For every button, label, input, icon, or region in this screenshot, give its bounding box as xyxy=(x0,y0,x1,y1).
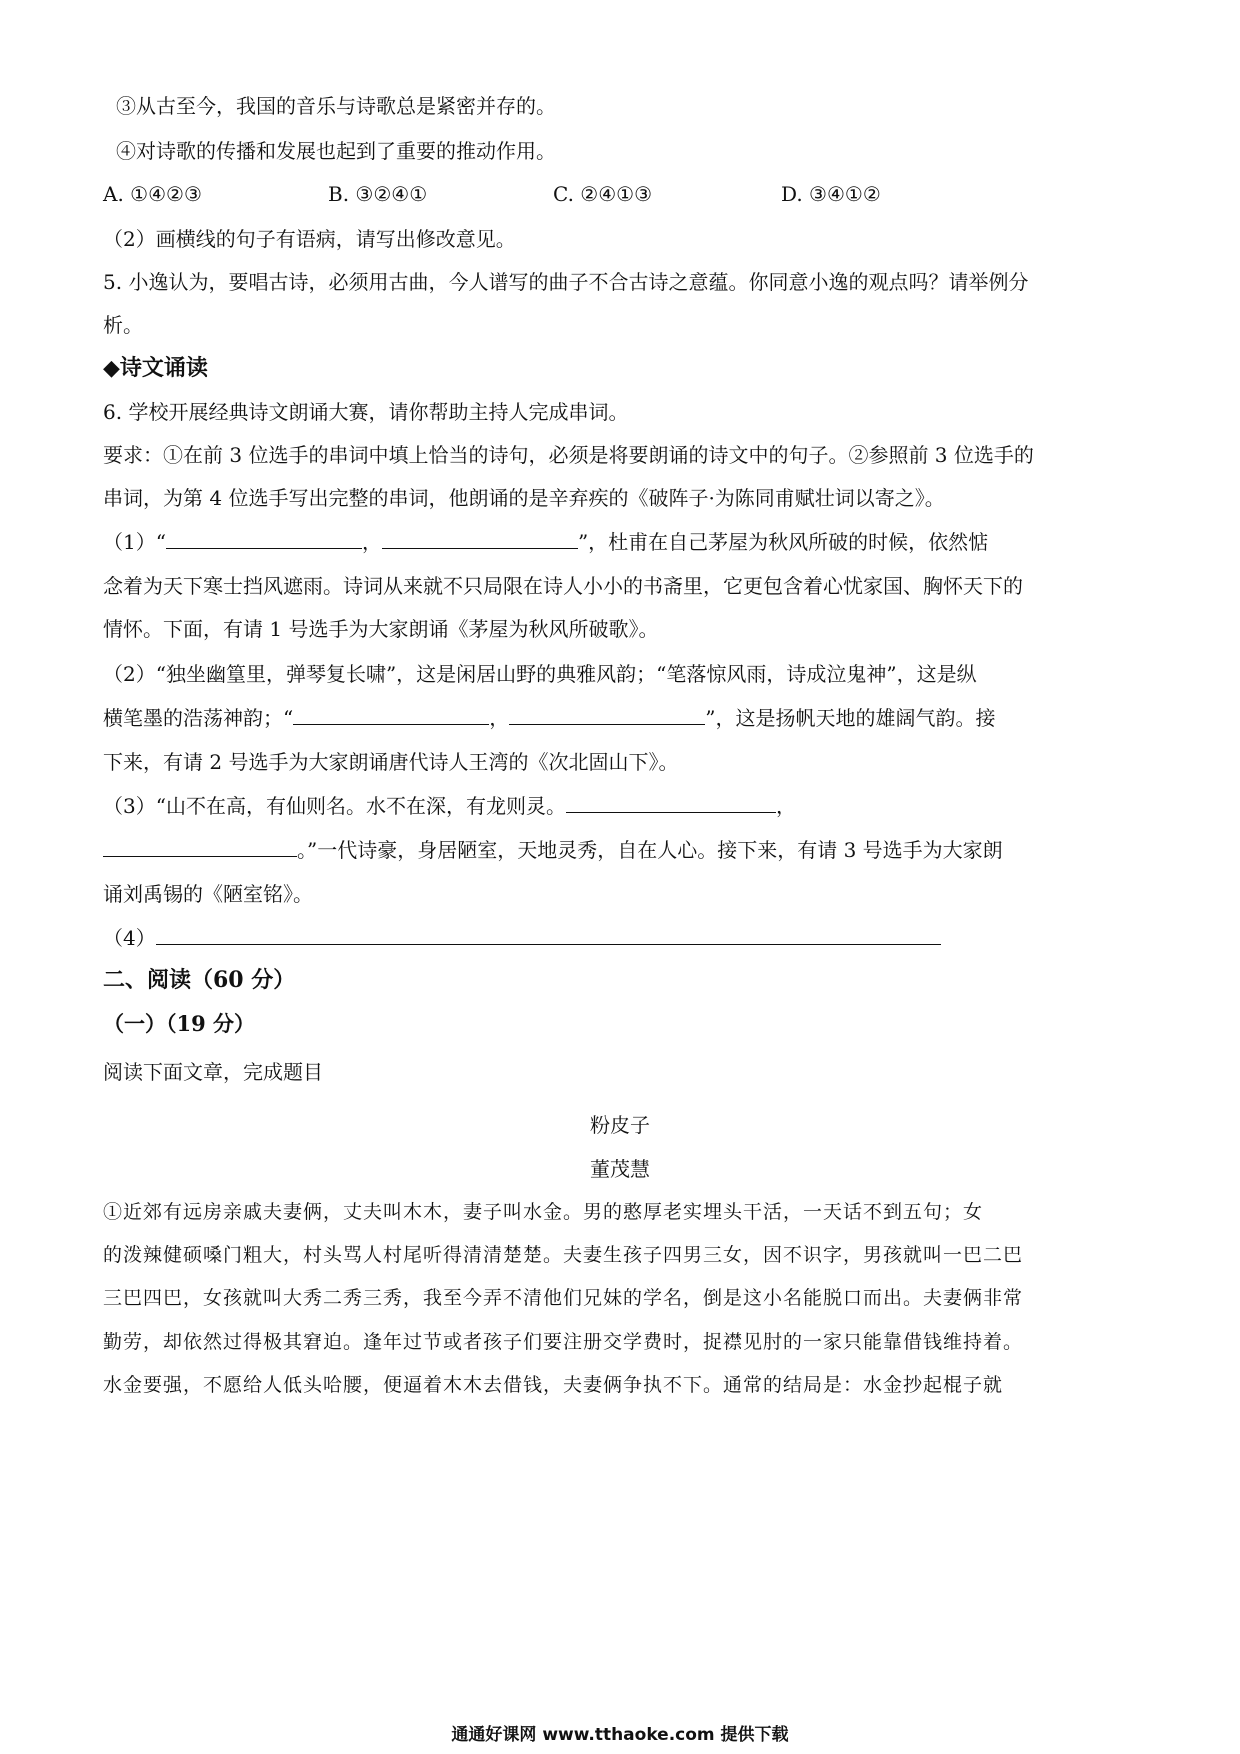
answer-blank[interactable] xyxy=(382,528,578,549)
article-line: 三巴四巴，女孩就叫大秀二秀三秀，我至今弄不清他们兄妹的学名，倒是这小名能脱口而出。夫妻俩非常 xyxy=(103,1287,1024,1309)
q6-part1-line1 xyxy=(103,528,988,556)
page-footer: 通通好课网 www.tthaoke.com 提供下载 xyxy=(451,1725,789,1745)
answer-blank[interactable] xyxy=(293,704,489,725)
q6-part2-line2 xyxy=(103,704,995,732)
option-b: B. ③②④① xyxy=(328,182,428,206)
q6-part2-suffix: ”，这是扬帆天地的雄阔气韵。接 xyxy=(705,706,996,730)
q6-part4-prefix: （4） xyxy=(103,926,156,950)
option-d: D. ③④①② xyxy=(781,182,881,206)
q6-requirement-1: 要求：①在前 3 位选手的串词中填上恰当的诗句，必须是将要朗诵的诗文中的句子。②参照前 3 位选手的 xyxy=(103,443,1034,467)
option-c: C. ②④①③ xyxy=(553,182,653,206)
article-author: 董茂慧 xyxy=(590,1157,650,1181)
q6-part3-line1 xyxy=(103,792,796,820)
q6-part4-line xyxy=(103,924,941,952)
q6-part1-prefix: （1）“ xyxy=(103,530,166,554)
article-line: 的泼辣健硕嗓门粗大，村头骂人村尾听得清清楚楚。夫妻生孩子四男三女，因不识字，男孩就叫一巴二巴 xyxy=(103,1244,1024,1266)
q4-item-3: ③从古至今，我国的音乐与诗歌总是紧密并存的。 xyxy=(116,94,556,118)
q6-part2-prefix: 横笔墨的浩荡神韵；“ xyxy=(103,706,294,730)
q6-part3-prefix: （3）“山不在高，有仙则名。水不在深，有龙则灵。 xyxy=(103,794,566,818)
article-line: 勤劳，却依然过得极其窘迫。逢年过节或者孩子们要注册交学费时，捉襟见肘的一家只能靠借钱维持着。 xyxy=(103,1331,1024,1353)
q6-part2-line1: （2）“独坐幽篁里，弹琴复长啸”，这是闲居山野的典雅风韵；“笔落惊风雨，诗成泣鬼神”，这是纵 xyxy=(103,662,977,686)
section-heading-reading: 二、阅读（60 分） xyxy=(103,967,296,993)
answer-blank[interactable] xyxy=(509,704,705,725)
q6-part1-suffix: ”，杜甫在自己茅屋为秋风所破的时候，依然惦 xyxy=(577,530,989,554)
answer-blank[interactable] xyxy=(566,792,776,813)
q6-part1-line3: 情怀。下面，有请 1 号选手为大家朗诵《茅屋为秋风所破歌》。 xyxy=(103,617,659,641)
comma: ， xyxy=(361,530,382,554)
sub-section-heading: （一）（19 分） xyxy=(103,1011,256,1036)
reading-instruction: 阅读下面文章，完成题目 xyxy=(103,1060,323,1084)
q6-part3-line3: 诵刘禹锡的《陋室铭》。 xyxy=(103,882,313,906)
section-heading-recite: ◆诗文诵读 xyxy=(103,355,208,381)
q6-part3-line2 xyxy=(103,836,1003,864)
q4-sub2: （2）画横线的句子有语病，请写出修改意见。 xyxy=(103,227,516,251)
q5-line-1: 5. 小逸认为，要唱古诗，必须用古曲，今人谱写的曲子不合古诗之意蕴。你同意小逸的观点吗？请举例分 xyxy=(103,270,1029,294)
q6-part2-line3: 下来，有请 2 号选手为大家朗诵唐代诗人王湾的《次北固山下》。 xyxy=(103,750,679,774)
answer-blank[interactable] xyxy=(103,836,297,857)
comma: ， xyxy=(775,794,796,818)
q6-requirement-2: 串词，为第 4 位选手写出完整的串词，他朗诵的是辛弃疾的《破阵子·为陈同甫赋壮词以寄之》。 xyxy=(103,486,945,510)
q5-line-2: 析。 xyxy=(103,313,143,337)
article-line: ①近郊有远房亲戚夫妻俩，丈夫叫木木，妻子叫水金。男的憨厚老实埋头干活，一天话不到五句；女 xyxy=(103,1201,984,1223)
q6-part3-suffix: 。”一代诗豪，身居陋室，天地灵秀，自在人心。接下来，有请 3 号选手为大家朗 xyxy=(297,838,1003,862)
q6-intro: 6. 学校开展经典诗文朗诵大赛，请你帮助主持人完成串词。 xyxy=(103,400,629,424)
article-line: 水金要强，不愿给人低头哈腰，便逼着木木去借钱，夫妻俩争执不下。通常的结局是：水金抄起棍子就 xyxy=(103,1374,1004,1396)
option-a: A. ①④②③ xyxy=(103,182,202,206)
q4-item-4: ④对诗歌的传播和发展也起到了重要的推动作用。 xyxy=(116,139,556,163)
answer-blank[interactable] xyxy=(156,924,941,945)
comma: ， xyxy=(489,706,510,730)
article-title: 粉皮子 xyxy=(590,1113,650,1137)
q6-part1-line2: 念着为天下寒士挡风遮雨。诗词从来就不只局限在诗人小小的书斋里，它更包含着心忧家国、胸怀天下的 xyxy=(103,574,1023,598)
answer-blank[interactable] xyxy=(166,528,362,549)
